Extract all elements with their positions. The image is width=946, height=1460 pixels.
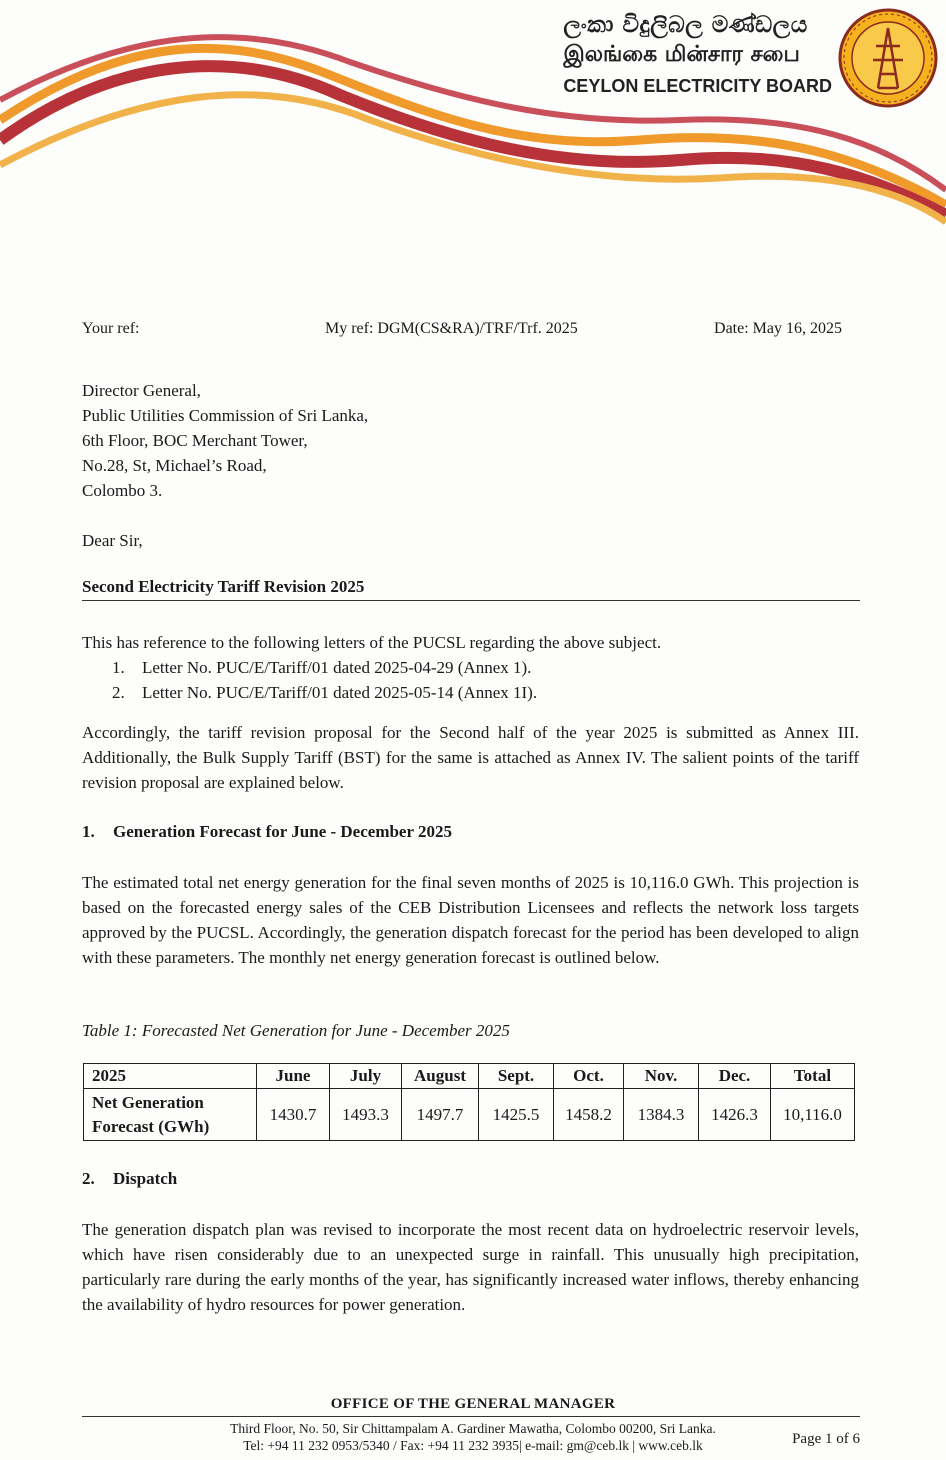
- table-header-cell: Total: [771, 1064, 855, 1089]
- list-text: Letter No. PUC/E/Tariff/01 dated 2025-05-14 (Annex 1I).: [142, 683, 538, 702]
- section-number: 1.: [82, 822, 95, 841]
- table-header-cell: Oct.: [554, 1064, 624, 1089]
- table-cell: 1425.5: [479, 1089, 554, 1141]
- table-header-cell: August: [402, 1064, 479, 1089]
- org-name-sinhala: ලංකා විදුලිබල මණ්ඩලය: [563, 12, 808, 38]
- page-number: Page 1 of 6: [792, 1431, 860, 1447]
- table-header-cell: July: [330, 1064, 402, 1089]
- footer-divider: [82, 1416, 860, 1417]
- section-number: 2.: [82, 1169, 95, 1188]
- address-line: Colombo 3.: [82, 481, 163, 500]
- table-header-cell: Dec.: [699, 1064, 771, 1089]
- section-1-heading: [82, 822, 452, 842]
- table-cell: 1430.7: [257, 1089, 330, 1141]
- list-text: Letter No. PUC/E/Tariff/01 dated 2025-04-29 (Annex 1).: [142, 658, 532, 677]
- reference-line: [82, 320, 842, 342]
- section-1-paragraph: The estimated total net energy generation for the final seven months of 2025 is 10,116.0 GWh. This projection is based on the forecasted energy sales of the CEB Distribution Licensees and reflects the network loss targets approved by the PUCSL. Accordingly, the generation dispatch forecast for the period has been developed to align with these parameters. The monthly net energy generation forecast is outlined below.: [82, 873, 859, 967]
- recipient-address: [82, 378, 368, 503]
- my-ref: My ref: DGM(CS&RA)/TRF/Trf. 2025: [325, 320, 578, 337]
- row-label-line: Forecast (GWh): [92, 1116, 210, 1136]
- list-number: 2.: [112, 683, 125, 702]
- section-title: Generation Forecast for June - December 2025: [113, 822, 452, 841]
- table-header-cell: 2025: [84, 1064, 257, 1089]
- table-cell: 10,116.0: [771, 1089, 855, 1141]
- intro-paragraph: This has reference to the following letters of the PUCSL regarding the above subject.: [82, 633, 662, 652]
- table-header-cell: Sept.: [479, 1064, 554, 1089]
- table-row: [84, 1089, 855, 1141]
- letter-list-item: [112, 680, 537, 705]
- table-caption: Table 1: Forecasted Net Generation for June - December 2025: [82, 1021, 510, 1040]
- address-line: Public Utilities Commission of Sri Lanka,: [82, 406, 369, 425]
- address-line: 6th Floor, BOC Merchant Tower,: [82, 431, 308, 450]
- org-name-english: CEYLON ELECTRICITY BOARD: [563, 76, 832, 96]
- table-cell: 1493.3: [330, 1089, 402, 1141]
- table-cell: 1458.2: [554, 1089, 624, 1141]
- table-cell: 1384.3: [624, 1089, 699, 1141]
- ceb-seal-logo: [838, 8, 938, 108]
- list-number: 1.: [112, 658, 125, 677]
- subject-heading: Second Electricity Tariff Revision 2025: [82, 577, 860, 601]
- table-header-cell: Nov.: [624, 1064, 699, 1089]
- table-cell: 1426.3: [699, 1089, 771, 1141]
- section-title: Dispatch: [113, 1169, 178, 1188]
- address-line: Director General,: [82, 381, 201, 400]
- address-line: No.28, St, Michael’s Road,: [82, 456, 267, 475]
- footer-contact: Tel: +94 11 232 0953/5340 / Fax: +94 11 232 3935| e-mail: gm@ceb.lk | www.ceb.lk: [243, 1438, 703, 1453]
- footer-office-title: OFFICE OF THE GENERAL MANAGER: [330, 1396, 616, 1412]
- generation-forecast-table: [83, 1063, 855, 1141]
- section-2-paragraph: The generation dispatch plan was revised to incorporate the most recent data on hydroelectric reservoir levels, which have risen considerably due to an unexpected surge in rainfall. This unusually high precipitation, particularly rare during the early months of the year, has significantly increased water inflows, thereby enhancing the availability of hydro resources for power generation.: [82, 1220, 859, 1314]
- letter-date: Date: May 16, 2025: [714, 320, 842, 337]
- table-header-cell: June: [257, 1064, 330, 1089]
- footer-address: Third Floor, No. 50, Sir Chittampalam A. Gardiner Mawatha, Colombo 00200, Sri Lanka.: [230, 1421, 716, 1436]
- salutation: Dear Sir,: [82, 531, 143, 550]
- your-ref: Your ref:: [82, 320, 140, 337]
- organization-names: [563, 10, 832, 100]
- letter-list-item: [112, 655, 531, 680]
- row-label-line: Net Generation: [92, 1092, 204, 1112]
- org-name-tamil: இலங்கை மின்சார சபை: [563, 42, 800, 67]
- table-row-label: [84, 1089, 257, 1141]
- table-header-row: [84, 1064, 855, 1089]
- table-cell: 1497.7: [402, 1089, 479, 1141]
- section-2-heading: [82, 1169, 177, 1189]
- accordingly-paragraph: Accordingly, the tariff revision proposal for the Second half of the year 2025 is submitted as Annex III. Additionally, the Bulk Supply Tariff (BST) for the same is attached as Annex IV. The salient points of the tariff revision proposal are explained below.: [82, 723, 859, 792]
